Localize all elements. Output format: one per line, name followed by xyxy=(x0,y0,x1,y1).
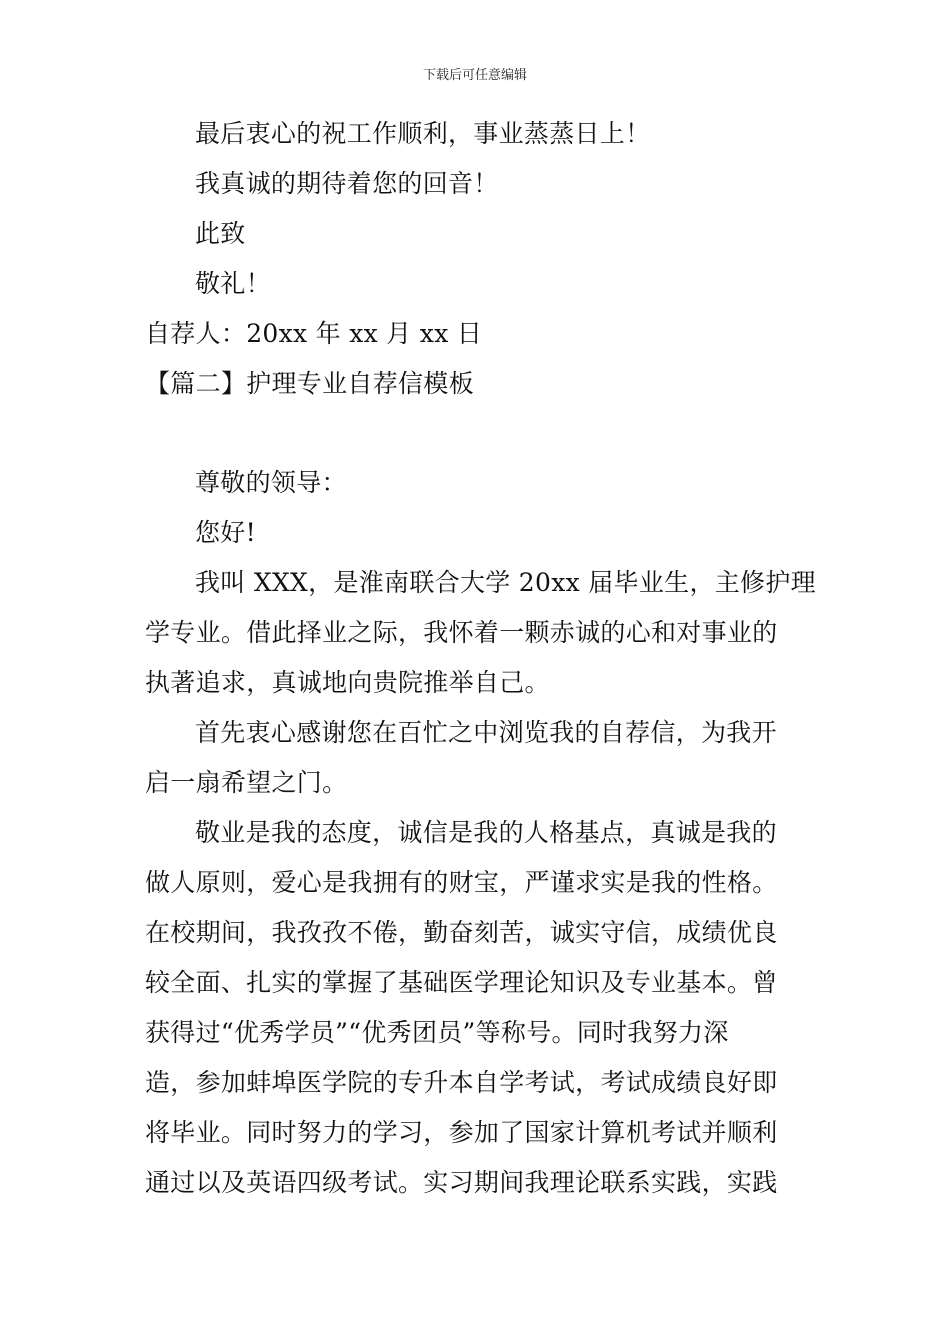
text-line: 执著追求，真诚地向贵院推举自己。 xyxy=(145,668,550,697)
text-line: 敬业是我的态度，诚信是我的人格基点，真诚是我的 xyxy=(195,818,777,847)
text-line: 较全面、扎实的掌握了基础医学理论知识及专业基本。曾 xyxy=(145,968,778,997)
text-line: 【篇二】护理专业自荐信模板 xyxy=(145,369,474,398)
text-line: 将毕业。同时努力的学习，参加了国家计算机考试并顺利 xyxy=(145,1118,778,1147)
text-line: 首先衷心感谢您在百忙之中浏览我的自荐信，为我开 xyxy=(195,718,777,747)
text-line: 自荐人：20xx 年 xx 月 xx 日 xyxy=(145,319,483,348)
text-line: 造，参加蚌埠医学院的专升本自学考试，考试成绩良好即 xyxy=(145,1068,778,1097)
page-header: 下载后可任意编辑 xyxy=(422,68,527,83)
text-line: 获得过“优秀学员”“优秀团员”等称号。同时我努力深 xyxy=(145,1018,729,1047)
text-line: 启一扇希望之门。 xyxy=(145,768,348,797)
text-line: 做人原则，爱心是我拥有的财宝，严谨求实是我的性格。 xyxy=(145,868,778,897)
text-line: 学专业。借此择业之际，我怀着一颗赤诚的心和对事业的 xyxy=(145,618,778,647)
text-line: 我叫 XXX，是淮南联合大学 20xx 届毕业生，主修护理 xyxy=(195,568,816,597)
text-line: 此致 xyxy=(195,219,246,248)
text-line: 尊敬的领导： xyxy=(195,468,347,497)
text-line: 敬礼！ xyxy=(195,269,271,298)
text-line: 最后衷心的祝工作顺利，事业蒸蒸日上！ xyxy=(195,119,651,148)
text-line: 我真诚的期待着您的回音！ xyxy=(195,169,499,198)
text-line: 在校期间，我孜孜不倦，勤奋刻苦，诚实守信，成绩优良 xyxy=(145,918,778,947)
text-line: 通过以及英语四级考试。实习期间我理论联系实践，实践 xyxy=(145,1168,778,1197)
text-line: 您好! xyxy=(195,518,256,547)
